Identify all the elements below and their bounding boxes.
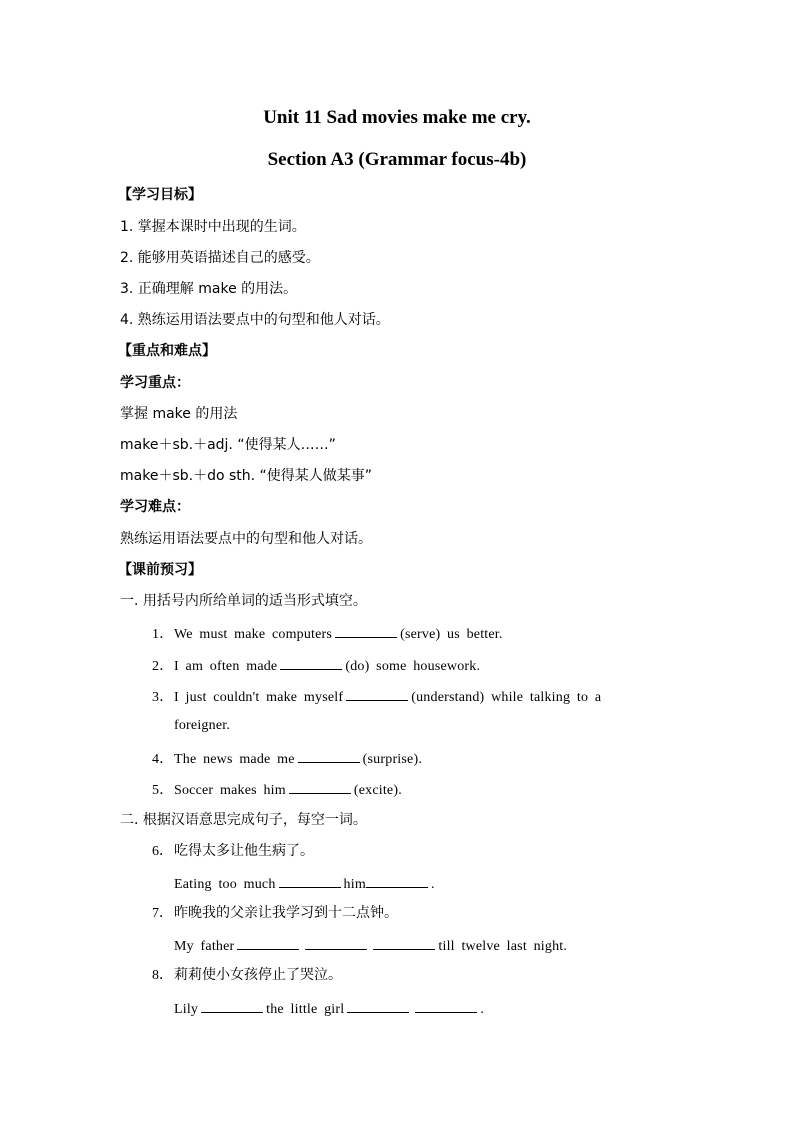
item-number: 6．: [152, 844, 173, 859]
item-text: (serve) us better.: [400, 627, 503, 642]
item-text: The news made me: [174, 752, 295, 767]
item-text: Eating too much: [174, 877, 276, 892]
item-number: 2．: [152, 659, 174, 674]
document-title: Unit 11 Sad movies make me cry.: [263, 107, 531, 128]
focus-label: 学习重点：: [120, 375, 190, 391]
item-text: We must make computers: [174, 627, 333, 642]
answer-blank[interactable]: [335, 623, 397, 638]
item-prompt-cn: 吃得太多让他生病了。: [174, 843, 314, 859]
answer-blank[interactable]: [346, 686, 408, 701]
answer-blank[interactable]: [347, 998, 409, 1013]
item-number: 8．: [152, 968, 173, 983]
key-points-header: 【重点和难点】: [118, 343, 216, 359]
exercise-item-8-answer: [174, 998, 484, 1019]
answer-blank[interactable]: [305, 935, 367, 950]
item-text: the little girl: [266, 1002, 345, 1017]
item-text: I just couldn't make myself: [174, 690, 344, 705]
focus-line: make＋sb.＋do sth. “使得某人做某事”: [120, 468, 373, 484]
answer-blank[interactable]: [289, 779, 351, 794]
item-text: (do) some housework.: [345, 659, 481, 674]
item-prompt-cn: 莉莉使小女孩停止了哭泣。: [174, 967, 342, 983]
exercise-item-4: [152, 748, 422, 769]
objective-item: 1. 掌握本课时中出现的生词。: [120, 219, 306, 235]
answer-blank[interactable]: [279, 873, 341, 888]
focus-line: 掌握 make 的用法: [120, 406, 238, 422]
exercise-item-5: [152, 779, 402, 800]
item-text: Soccer makes him: [174, 783, 286, 798]
difficulty-label: 学习难点：: [120, 499, 190, 515]
answer-blank[interactable]: [298, 748, 360, 763]
answer-blank[interactable]: [415, 998, 477, 1013]
focus-line: make＋sb.＋adj. “使得某人……”: [120, 437, 336, 453]
item-number: 7．: [152, 906, 173, 921]
item-text: .: [480, 1002, 485, 1017]
answer-blank[interactable]: [366, 873, 428, 888]
exercise-item-1: [152, 623, 503, 644]
item-text: I am often made: [174, 659, 278, 674]
exercise-item-7-answer: [174, 935, 567, 956]
exercise-item-3-continued: foreigner.: [174, 718, 231, 733]
item-prompt-cn: 昨晚我的父亲让我学习到十二点钟。: [174, 905, 398, 921]
objective-item: 4. 熟练运用语法要点中的句型和他人对话。: [120, 312, 390, 328]
item-number: 5．: [152, 783, 174, 798]
exercise-item-2: [152, 655, 480, 676]
answer-blank[interactable]: [237, 935, 299, 950]
objectives-header: 【学习目标】: [118, 187, 202, 203]
item-number: 3．: [152, 690, 174, 705]
item-text: till twelve last night.: [438, 939, 568, 954]
exercise-item-7: [152, 904, 398, 923]
item-text: (surprise).: [362, 752, 423, 767]
difficulty-line: 熟练运用语法要点中的句型和他人对话。: [120, 531, 372, 547]
exercise-item-8: [152, 966, 342, 985]
answer-blank[interactable]: [373, 935, 435, 950]
exercise-item-3: [152, 686, 601, 707]
answer-blank[interactable]: [201, 998, 263, 1013]
section-subtitle: Section A3 (Grammar focus-4b): [267, 149, 527, 170]
item-text: (excite).: [353, 783, 402, 798]
objective-item: 2. 能够用英语描述自己的感受。: [120, 250, 320, 266]
item-text: Lily: [174, 1002, 199, 1017]
item-text: .: [430, 877, 435, 892]
item-text: (understand) while talking to a: [411, 690, 602, 705]
item-number: 4．: [152, 752, 174, 767]
answer-blank[interactable]: [280, 655, 342, 670]
objective-item: 3. 正确理解 make 的用法。: [120, 281, 298, 297]
exercise-item-6-answer: [174, 873, 435, 894]
preview-header: 【课前预习】: [118, 562, 202, 578]
item-text: him: [343, 877, 366, 892]
part1-instruction: 一. 用括号内所给单词的适当形式填空。: [120, 593, 367, 609]
exercise-item-6: [152, 842, 314, 861]
item-number: 1．: [152, 627, 174, 642]
item-text: My father: [174, 939, 235, 954]
part2-instruction: 二. 根据汉语意思完成句子，每空一词。: [120, 812, 367, 828]
